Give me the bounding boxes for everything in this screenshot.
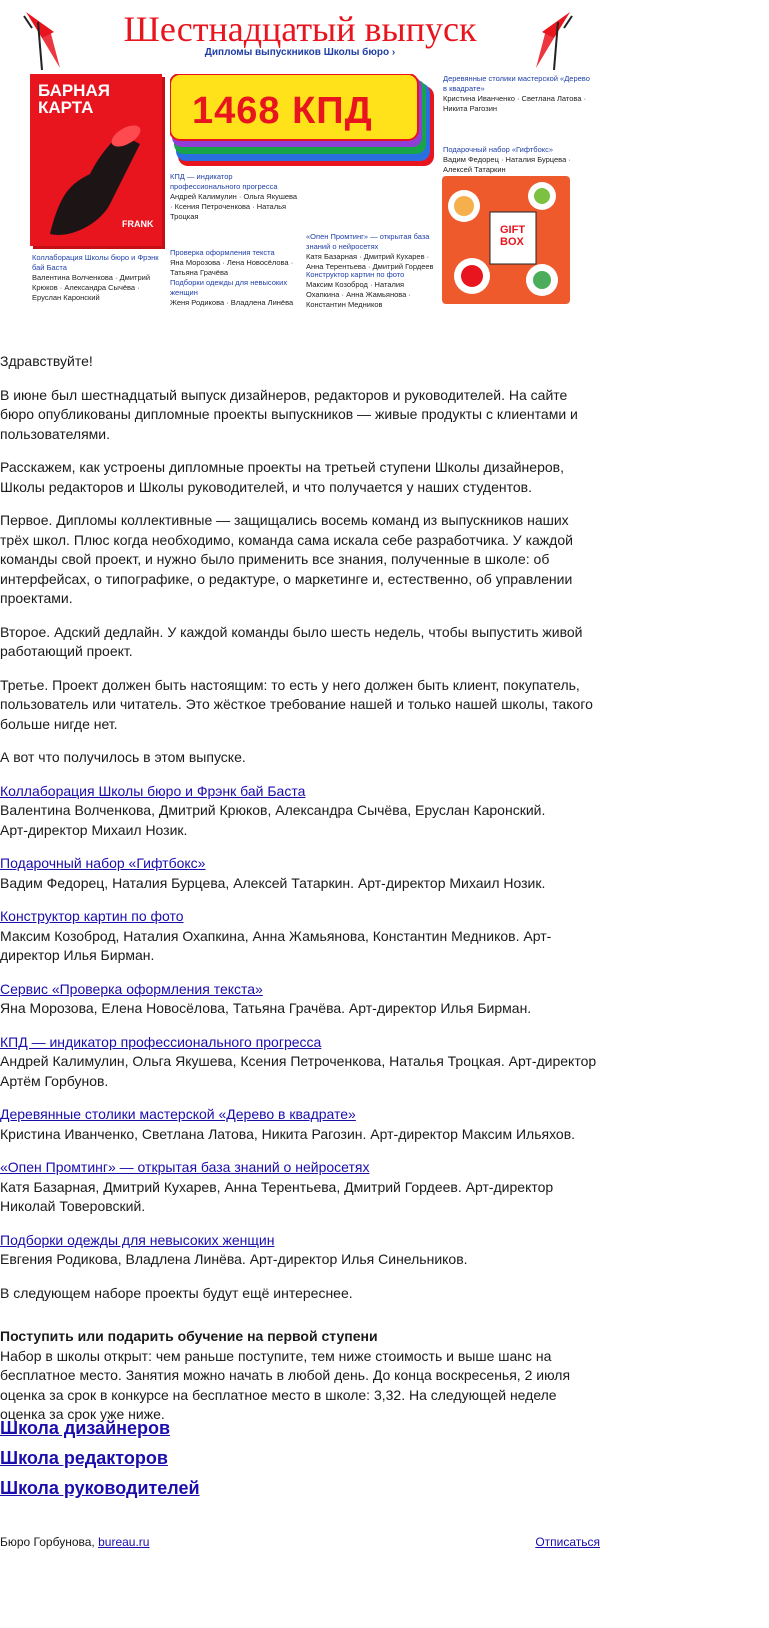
project-link[interactable]: КПД — индикатор профессионального прогресса — [0, 1033, 322, 1050]
letter-body — [0, 352, 600, 1425]
hero-caption[interactable]: КПД — индикатор профессионального прогресса Андрей Калимулин · Ольга Якушева · Ксения Петроченкова · Наталья Троцкая — [170, 172, 298, 221]
hero-caption[interactable]: Подборки одежды для невысоких женщин Женя Родикова · Владлена Линёва — [170, 278, 294, 307]
project-team: Максим Козоброд, Наталия Охапкина, Анна Жамьянова, Константин Медников. — [0, 927, 520, 944]
project-director: Арт-директор Михаил Нозик. — [357, 874, 546, 891]
hero-caption[interactable]: Коллаборация Школы бюро и Фрэнк бай Баста Валентина Волченкова · Дмитрий Крюков · Александра Сычёва · Еруслан Каронский — [32, 253, 159, 302]
kpd-label: 1468 КПД — [192, 90, 373, 132]
cta-text: Набор в школы открыт: чем раньше поступите, тем ниже стоимость и выше шанс на бесплатное место. Занятия можно начать в любой день. До конца воскресенья, 2 июля оценка за срок в конкурсе на бесплатное место в школе: 3,32. На следующей неделе оценка за срок уже ниже. — [0, 1347, 571, 1422]
unsubscribe-link[interactable]: Отписаться — [535, 1535, 600, 1549]
greeting: Здравствуйте! — [0, 353, 93, 369]
hero-caption[interactable]: «Опен Промтинг» — открытая база знаний о нейросетях Катя Базарная · Дмитрий Кухарев · Анна Терентьева · Дмитрий Гордеев — [306, 232, 434, 271]
project-team: Валентина Волченкова, Дмитрий Крюков, Александра Сычёва, Еруслан Каронский. — [0, 802, 546, 818]
project-team: Вадим Федорец, Наталия Бурцева, Алексей Татаркин. — [0, 874, 355, 891]
project-item — [0, 1033, 600, 1092]
paragraph: А вот что получилось в этом выпуске. — [0, 749, 246, 765]
magazine-title: БАРНАЯ КАРТА — [38, 81, 110, 117]
school-link-editors[interactable]: Школа редакторов — [0, 1448, 168, 1468]
closing-text: В следующем наборе проекты будут ещё интереснее. — [0, 1284, 353, 1301]
school-link-designers[interactable]: Школа дизайнеров — [0, 1418, 171, 1438]
project-director: Арт-директор Михаил Нозик. — [0, 821, 188, 838]
hero-caption[interactable]: Подарочный набор «Гифтбокс» Вадим Федорец · Наталия Бурцева · Алексей Татаркин — [443, 145, 571, 174]
paragraph: Третье. Проект должен быть настоящим: то есть у него должен быть клиент, покупатель, пользователь или читатель. Это жёсткое требование нашей и только нашей школы, такого больше нигде нет. — [0, 676, 593, 732]
project-item — [0, 907, 600, 966]
project-director: Арт-директор Илья Бирман. — [348, 1000, 532, 1016]
magazine-cover-image — [30, 74, 162, 246]
paragraph: В июне был шестнадцатый выпуск дизайнеров, редакторов и руководителей. На сайте бюро опубликованы дипломные проекты выпускников — живые продукты с клиентами и пользователями. — [0, 386, 578, 442]
school-link-managers[interactable]: Школа руководителей — [0, 1478, 200, 1498]
project-item — [0, 980, 600, 1019]
project-link[interactable]: Коллаборация Школы бюро и Фрэнк бай Баста — [0, 782, 306, 799]
project-director: Арт-директор Илья Синельников. — [249, 1251, 468, 1267]
project-link[interactable]: Сервис «Проверка оформления текста» — [0, 980, 263, 997]
hero-title: Шестнадцатый выпуск — [123, 9, 477, 49]
project-team: Кристина Иванченко, Светлана Латова, Никита Рагозин. — [0, 1125, 367, 1142]
project-link[interactable]: Деревянные столики мастерской «Дерево в квадрате» — [0, 1106, 356, 1122]
project-director: Арт-директор Артём Горбунов. — [0, 1053, 597, 1089]
footer-site-link[interactable]: bureau.ru — [98, 1535, 150, 1549]
project-team: Андрей Калимулин, Ольга Якушева, Ксения Петроченкова, Наталья Троцкая. — [0, 1053, 505, 1069]
paragraph: Первое. Дипломы коллективные — защищались восемь команд из выпускников наших трёх школ. Плюс когда необходимо, команда сама искала себе разработчика. У каждой команды свой проект, и нужно было применить все знания, полученные в школе: об интерфейсах, о типографике, о редактуре, о маркетинге и, естественно, об управлении проектами. — [0, 512, 573, 606]
paragraph: Расскажем, как устроены дипломные проекты на третьей ступени Школы дизайнеров, Школы редакторов и Школы руководителей, и что получается у наших студентов. — [0, 459, 564, 495]
project-team: Катя Базарная, Дмитрий Кухарев, Анна Терентьева, Дмитрий Гордеев. — [0, 1178, 462, 1195]
project-item — [0, 1105, 600, 1144]
paragraph: Второе. Адский дедлайн. У каждой команды было шесть недель, чтобы выпустить живой работающий проект. — [0, 623, 583, 659]
project-director: Арт-директор Николай Товеровский. — [0, 1178, 554, 1214]
project-link[interactable]: Подборки одежды для невысоких женщин — [0, 1231, 275, 1248]
cta-block — [0, 1327, 600, 1425]
project-item — [0, 782, 600, 841]
hero-caption[interactable]: Конструктор картин по фото Максим Козоброд · Наталия Охапкина · Анна Жамьянова · Константин Медников — [306, 270, 411, 309]
project-item — [0, 1231, 600, 1270]
hero-banner[interactable] — [0, 0, 600, 340]
project-director: Арт-директор Илья Бирман. — [0, 927, 552, 963]
footer-sender: Бюро Горбунова, — [0, 1535, 99, 1549]
footer — [0, 1535, 600, 1549]
school-links — [0, 1413, 200, 1503]
magazine-brand: FRANK — [122, 219, 154, 229]
hero-caption[interactable]: Деревянные столики мастерской «Дерево в квадрате» Кристина Иванченко · Светлана Латова · Никита Рагозин — [443, 74, 590, 113]
project-link[interactable]: Подарочный набор «Гифтбокс» — [0, 855, 206, 871]
project-item — [0, 1158, 600, 1217]
project-team: Яна Морозова, Елена Новосёлова, Татьяна Грачёва. — [0, 1000, 346, 1016]
gift-box-label: GIFT BOX — [500, 224, 526, 248]
project-director: Арт-директор Максим Ильяхов. — [370, 1125, 576, 1142]
hero-caption[interactable]: Проверка оформления текста Яна Морозова · Лена Новосёлова · Татьяна Грачёва — [170, 248, 294, 277]
project-item — [0, 854, 600, 893]
hero-subtitle-link[interactable]: Дипломы выпускников Школы бюро › — [204, 47, 396, 58]
gift-box-image — [442, 176, 570, 304]
project-team: Евгения Родикова, Владлена Линёва. — [0, 1251, 246, 1267]
cta-title: Поступить или подарить обучение на первой ступени — [0, 1328, 378, 1344]
project-link[interactable]: Конструктор картин по фото — [0, 908, 184, 924]
project-link[interactable]: «Опен Промтинг» — открытая база знаний о нейросетях — [0, 1159, 370, 1175]
